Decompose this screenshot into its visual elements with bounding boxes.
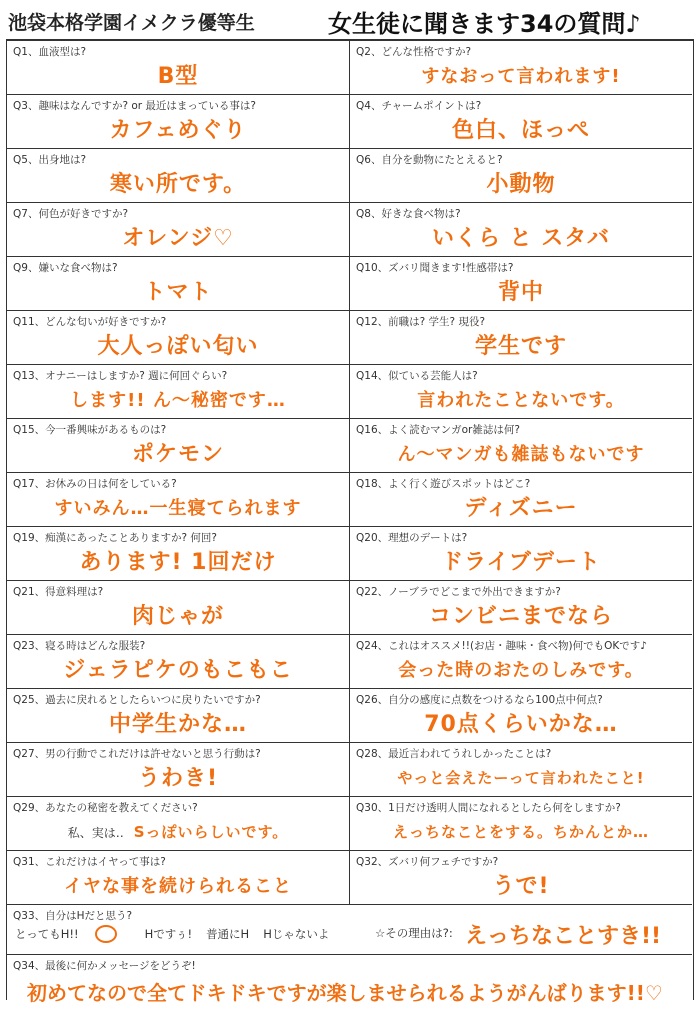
question-cell bbox=[7, 635, 350, 688]
question-text: Q7、何色が好きですか? bbox=[13, 208, 129, 220]
question-cell bbox=[350, 365, 692, 418]
question-text: Q11、どんな匂いが好きですか? bbox=[13, 316, 167, 328]
reason-answer: えっちなことすき!! bbox=[465, 924, 662, 949]
answer-text: トマト bbox=[143, 280, 213, 305]
choice-item: Hですぅ! bbox=[144, 926, 193, 941]
question-cell bbox=[7, 95, 350, 148]
question-row bbox=[7, 149, 692, 203]
question-cell bbox=[7, 257, 350, 310]
answer-text bbox=[7, 821, 349, 842]
question-cell bbox=[350, 635, 692, 688]
question-cell bbox=[7, 581, 350, 634]
answer-text: 大人っぽい匂い bbox=[97, 334, 259, 359]
answer-text: ん〜マンガも雑誌もないです bbox=[397, 444, 645, 465]
answer-text: うで! bbox=[492, 874, 550, 899]
answer-text: やっと会えたーって言われたこと! bbox=[397, 769, 645, 787]
answer-text: 寒い所です。 bbox=[109, 172, 247, 197]
question-text: Q2、どんな性格ですか? bbox=[356, 46, 472, 58]
question-row bbox=[7, 527, 692, 581]
question-row bbox=[7, 365, 692, 419]
answer-text: します!! ん〜秘密です… bbox=[70, 390, 286, 411]
answer-text: ジェラピケのもこもこ bbox=[63, 658, 293, 683]
question-cell bbox=[7, 955, 692, 1035]
answer-text: すなおって言われます! bbox=[421, 66, 621, 87]
answer-text: 学生です bbox=[474, 334, 567, 359]
question-cell bbox=[350, 797, 692, 850]
question-text: Q5、出身地は? bbox=[13, 154, 87, 166]
message-answer: 初めてなので全てドキドキですが楽しませられるようがんばります!!♡ bbox=[27, 981, 663, 1005]
choice-list bbox=[15, 925, 343, 943]
question-text: Q15、今一番興味があるものは? bbox=[13, 424, 167, 436]
question-row-q33 bbox=[7, 905, 692, 955]
choice-item: Hじゃないよ bbox=[263, 926, 330, 941]
answer-text: 70点くらいかな… bbox=[424, 712, 618, 737]
question-row bbox=[7, 311, 692, 365]
question-text: Q21、得意料理は? bbox=[13, 586, 104, 598]
answer-text: ポケモン bbox=[131, 442, 224, 467]
question-cell bbox=[350, 257, 692, 310]
answer-text: あります! 1回だけ bbox=[79, 550, 277, 575]
question-text: Q29、あなたの秘密を教えてください? bbox=[13, 802, 198, 814]
question-cell bbox=[350, 851, 692, 904]
question-cell bbox=[350, 419, 692, 472]
answer-text: ドライブデート bbox=[441, 550, 601, 575]
question-text: Q18、よく行く遊びスポットはどこ? bbox=[356, 478, 531, 490]
question-cell bbox=[350, 473, 692, 526]
question-cell bbox=[7, 365, 350, 418]
question-cell bbox=[7, 149, 350, 202]
question-cell bbox=[350, 743, 692, 796]
question-row-q34 bbox=[7, 955, 692, 1035]
reason-label: ☆その理由は?: bbox=[375, 926, 453, 940]
question-row bbox=[7, 95, 692, 149]
question-cell bbox=[7, 905, 692, 954]
question-cell bbox=[7, 203, 350, 256]
question-cell bbox=[350, 203, 692, 256]
answer-text: 言われたことないです。 bbox=[417, 390, 625, 411]
answer-text: 色白、ほっぺ bbox=[451, 118, 590, 143]
question-text: Q33、自分はHだと思う? bbox=[13, 910, 133, 922]
question-cell bbox=[350, 527, 692, 580]
question-row bbox=[7, 635, 692, 689]
question-text: Q22、ノーブラでどこまで外出できますか? bbox=[356, 586, 561, 598]
answer-text: オレンジ♡ bbox=[122, 226, 234, 251]
question-text: Q27、男の行動でこれだけは許せないと思う行動は? bbox=[13, 748, 261, 760]
question-cell bbox=[7, 797, 350, 850]
choice-item: とってもH!! bbox=[15, 927, 131, 941]
header bbox=[0, 0, 700, 40]
answer-text: イヤな事を続けられること bbox=[64, 876, 292, 897]
answer-text: B型 bbox=[157, 64, 199, 89]
question-text: Q3、趣味はなんですか? or 最近はまっている事は? bbox=[13, 100, 257, 112]
question-text: Q23、寝る時はどんな服装? bbox=[13, 640, 146, 652]
question-row bbox=[7, 689, 692, 743]
question-cell bbox=[7, 527, 350, 580]
question-cell bbox=[7, 851, 350, 904]
question-text: Q25、過去に戻れるとしたらいつに戻りたいですか? bbox=[13, 694, 261, 706]
question-row bbox=[7, 203, 692, 257]
brand-name: 池袋本格学園イメクラ優等生 bbox=[8, 12, 255, 34]
answer-text: すいみん…一生寝てられます bbox=[54, 498, 302, 519]
question-cell bbox=[7, 41, 350, 94]
answer-text: 肉じゃが bbox=[131, 604, 224, 629]
question-sheet bbox=[6, 39, 694, 1005]
answer-text: ディズニー bbox=[464, 496, 578, 521]
question-text: Q34、最後に何かメッセージをどうぞ! bbox=[13, 960, 196, 972]
answer-text: 背中 bbox=[497, 280, 544, 305]
question-cell bbox=[350, 41, 692, 94]
question-cell bbox=[7, 743, 350, 796]
question-cell bbox=[7, 689, 350, 742]
question-text: Q30、1日だけ透明人間になれるとしたら何をしますか? bbox=[356, 802, 621, 814]
question-text: Q26、自分の感度に点数をつけるなら100点中何点? bbox=[356, 694, 603, 706]
question-cell bbox=[350, 311, 692, 364]
question-row bbox=[7, 41, 692, 95]
answer-prefix: 私、実は‥ bbox=[67, 826, 124, 840]
question-row bbox=[7, 797, 692, 851]
question-row bbox=[7, 473, 692, 527]
question-text: Q9、嫌いな食べ物は? bbox=[13, 262, 118, 274]
question-cell bbox=[7, 473, 350, 526]
answer-text: 中学生かな… bbox=[108, 712, 247, 737]
question-text: Q6、自分を動物にたとえると? bbox=[356, 154, 503, 166]
question-text: Q16、よく読むマンガor雑誌は何? bbox=[356, 424, 520, 436]
question-text: Q28、最近言われてうれしかったことは? bbox=[356, 748, 552, 760]
page-title: 女生徒に聞きます34の質問♪ bbox=[328, 10, 641, 38]
answer-text: いくら と スタバ bbox=[431, 226, 611, 251]
question-text: Q10、ズバリ聞きます!性感帯は? bbox=[356, 262, 514, 274]
answer-text: 小動物 bbox=[486, 172, 556, 197]
answer-value: Sっぽいらしいです。 bbox=[133, 823, 289, 841]
answer-text: コンビニまでなら bbox=[428, 604, 613, 629]
question-row bbox=[7, 851, 692, 905]
question-cell bbox=[7, 311, 350, 364]
choice-item: 普通にH bbox=[206, 926, 250, 941]
question-text: Q19、痴漢にあったことありますか? 何回? bbox=[13, 532, 218, 544]
question-row bbox=[7, 743, 692, 797]
question-text: Q31、これだけはイヤって事は? bbox=[13, 856, 166, 868]
question-cell bbox=[350, 581, 692, 634]
question-text: Q8、好きな食べ物は? bbox=[356, 208, 461, 220]
question-row bbox=[7, 257, 692, 311]
question-text: Q14、似ている芸能人は? bbox=[356, 370, 478, 382]
question-cell bbox=[350, 149, 692, 202]
question-text: Q4、チャームポイントは? bbox=[356, 100, 482, 112]
answer-text: うわき! bbox=[137, 766, 219, 791]
question-cell bbox=[350, 95, 692, 148]
selected-circle-icon bbox=[95, 925, 117, 943]
question-text: Q20、理想のデートは? bbox=[356, 532, 468, 544]
question-text: Q13、オナニーはしますか? 週に何回ぐらい? bbox=[13, 370, 228, 382]
answer-text: カフェめぐり bbox=[109, 118, 247, 143]
question-text: Q17、お休みの日は何をしている? bbox=[13, 478, 177, 490]
question-text: Q12、前職は? 学生? 現役? bbox=[356, 316, 486, 328]
question-cell bbox=[7, 419, 350, 472]
question-text: Q1、血液型は? bbox=[13, 46, 87, 58]
answer-text: 会った時のおたのしみです。 bbox=[398, 660, 644, 681]
question-row bbox=[7, 419, 692, 473]
question-row bbox=[7, 581, 692, 635]
answer-text: えっちなことをする。ちかんとか… bbox=[392, 823, 649, 841]
question-text: Q24、これはオススメ!!(お店・趣味・食べ物)何でもOKです♪ bbox=[356, 640, 647, 652]
question-text: Q32、ズバリ何フェチですか? bbox=[356, 856, 499, 868]
question-cell bbox=[350, 689, 692, 742]
